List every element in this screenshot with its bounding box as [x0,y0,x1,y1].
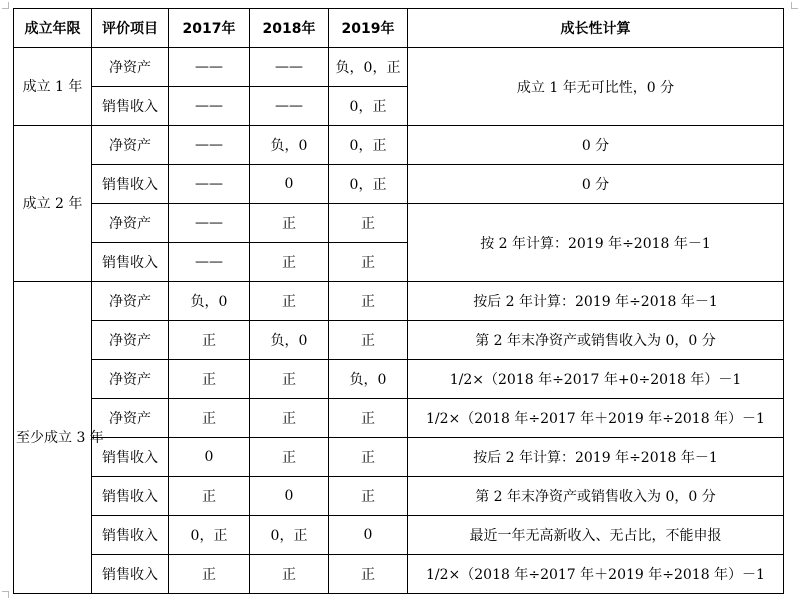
group-label: 至少成立 3 年 [14,282,92,594]
item-cell: 净资产 [92,282,169,321]
header-evaluation-item: 评价项目 [92,9,169,48]
header-2018: 2018年 [250,9,329,48]
calc-cell: 最近一年无高新收入、无占比，不能申报 [408,516,784,555]
table-row [14,477,784,516]
cell-2017: 正 [169,321,250,360]
item-cell: 净资产 [92,360,169,399]
cell-2018: 正 [250,243,329,282]
corner-mark-top-right [791,2,798,9]
header-years-established: 成立年限 [14,9,92,48]
cell-2017: 0 [169,438,250,477]
calc-cell: 按后 2 年计算：2019 年÷2018 年－1 [408,282,784,321]
cell-2018: 0 [250,477,329,516]
table-row [14,555,784,594]
cell-2017: —— [169,126,250,165]
calc-cell: 按 2 年计算：2019 年÷2018 年－1 [408,204,784,282]
header-growth-calculation: 成长性计算 [408,9,784,48]
cell-2018: 正 [250,399,329,438]
calc-cell: 1/2×（2018 年÷2017 年＋2019 年÷2018 年）－1 [408,555,784,594]
cell-2019: 负，0 [329,360,408,399]
item-cell: 净资产 [92,321,169,360]
corner-mark-top-left [2,2,9,9]
cell-2019: 0，正 [329,87,408,126]
cell-2019: 正 [329,321,408,360]
cell-2017: 负，0 [169,282,250,321]
item-cell: 销售收入 [92,87,169,126]
calc-cell: 第 2 年末净资产或销售收入为 0，0 分 [408,321,784,360]
cell-2017: 正 [169,360,250,399]
cell-2018: —— [250,48,329,87]
cell-2018: 负，0 [250,321,329,360]
cell-2017: 正 [169,399,250,438]
cell-2019: 正 [329,399,408,438]
table-row [14,48,784,87]
cell-2019: 正 [329,282,408,321]
cell-2018: 正 [250,282,329,321]
growth-evaluation-table [13,8,784,594]
calc-cell: 1/2×（2018 年÷2017 年+0÷2018 年）－1 [408,360,784,399]
table-row [14,204,784,243]
cell-2018: —— [250,87,329,126]
cell-2017: —— [169,87,250,126]
cell-2018: 正 [250,438,329,477]
cell-2017: 正 [169,477,250,516]
item-cell: 销售收入 [92,165,169,204]
group-label: 成立 1 年 [14,48,92,126]
cell-2019: 负，0，正 [329,48,408,87]
group-label: 成立 2 年 [14,126,92,282]
item-cell: 销售收入 [92,438,169,477]
table-row [14,360,784,399]
item-cell: 净资产 [92,48,169,87]
item-cell: 销售收入 [92,243,169,282]
table-row [14,321,784,360]
calc-cell: 0 分 [408,126,784,165]
cell-2018: 正 [250,555,329,594]
cell-2019: 正 [329,555,408,594]
header-2019: 2019年 [329,9,408,48]
table-row [14,438,784,477]
calc-cell: 0 分 [408,165,784,204]
cell-2017: —— [169,243,250,282]
table-row [14,516,784,555]
cell-2018: 正 [250,360,329,399]
table-row [14,165,784,204]
calc-cell: 按后 2 年计算：2019 年÷2018 年－1 [408,438,784,477]
cell-2017: 0，正 [169,516,250,555]
corner-mark-bottom-left [2,591,9,598]
calc-cell: 成立 1 年无可比性，0 分 [408,48,784,126]
cell-2018: 负，0 [250,126,329,165]
cell-2019: 正 [329,438,408,477]
calc-cell: 第 2 年末净资产或销售收入为 0，0 分 [408,477,784,516]
cell-2018: 正 [250,204,329,243]
item-cell: 销售收入 [92,516,169,555]
cell-2019: 正 [329,204,408,243]
cell-2019: 0，正 [329,126,408,165]
item-cell: 净资产 [92,399,169,438]
item-cell: 销售收入 [92,477,169,516]
item-cell: 净资产 [92,204,169,243]
cell-2018: 0 [250,165,329,204]
item-cell: 销售收入 [92,555,169,594]
table-row [14,399,784,438]
header-row [14,9,784,48]
cell-2017: —— [169,204,250,243]
cell-2018: 0，正 [250,516,329,555]
cell-2017: —— [169,165,250,204]
cell-2019: 正 [329,243,408,282]
cell-2019: 正 [329,477,408,516]
cell-2019: 0 [329,516,408,555]
calc-cell: 1/2×（2018 年÷2017 年＋2019 年÷2018 年）－1 [408,399,784,438]
table-row [14,126,784,165]
cell-2017: —— [169,48,250,87]
header-2017: 2017年 [169,9,250,48]
cell-2017: 正 [169,555,250,594]
cell-2019: 0，正 [329,165,408,204]
table-row [14,282,784,321]
item-cell: 净资产 [92,126,169,165]
